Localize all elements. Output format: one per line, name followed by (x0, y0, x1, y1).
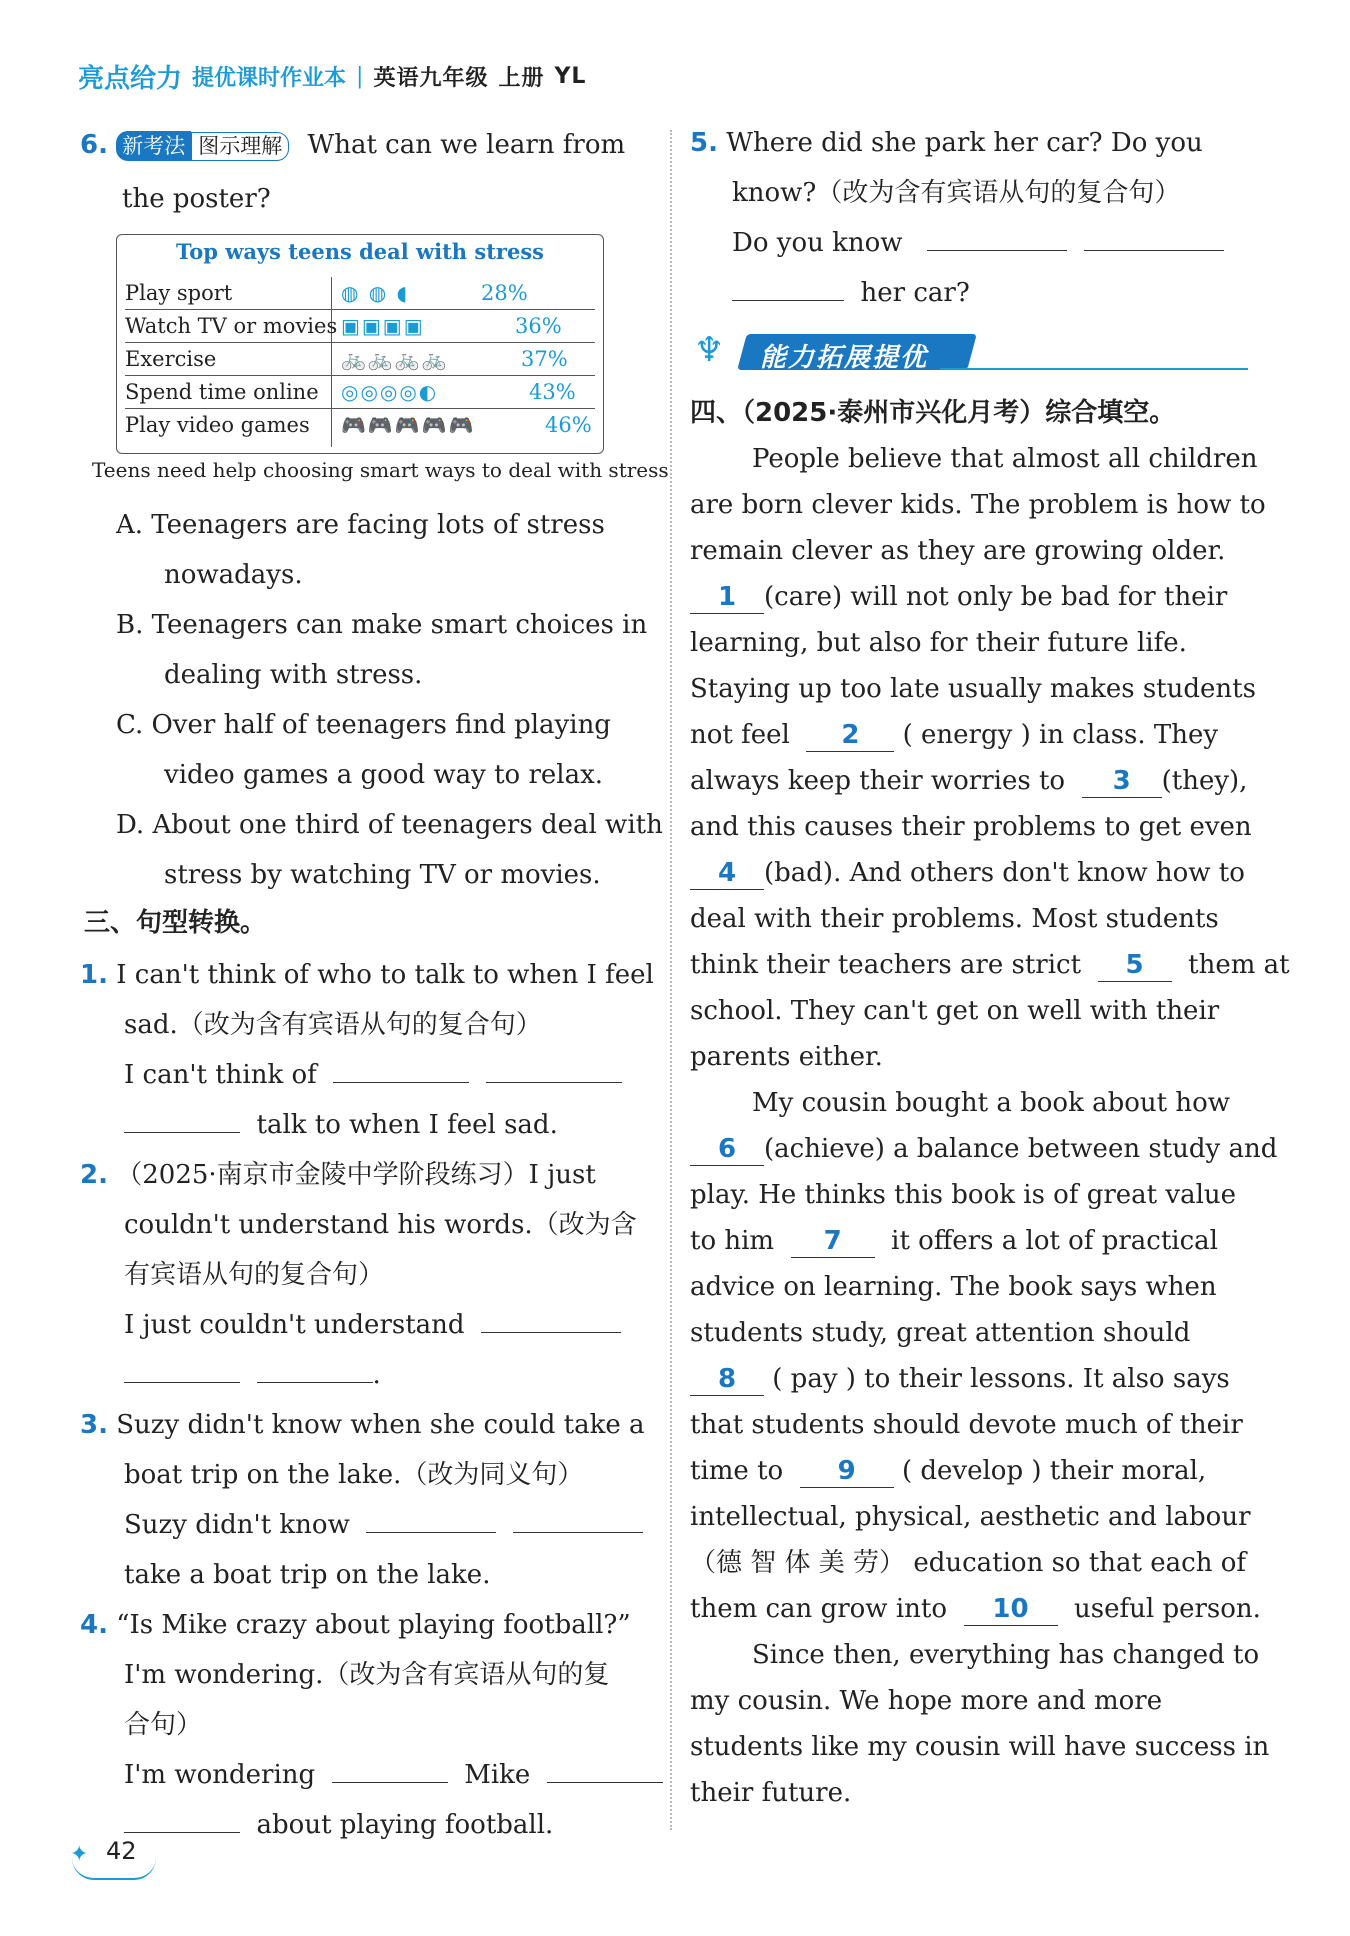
passage-blank[interactable]: 9 (800, 1455, 894, 1488)
poster-row-percent: 36% (515, 314, 562, 338)
poster-row-label: Play video games (125, 413, 310, 437)
option-b: B. Teenagers can make smart choices in (116, 610, 648, 640)
passage-line: learning, but also for their future life. (690, 628, 1187, 658)
passage-blank[interactable]: 5 (1098, 949, 1172, 982)
passage-line (690, 848, 1245, 898)
q5-number: 5. (690, 128, 718, 158)
passage-text: useful person. (1074, 1594, 1261, 1624)
q1-number: 1. (80, 960, 108, 990)
q2-line4 (124, 1300, 621, 1350)
passage-text: think their teachers are strict (690, 950, 1082, 980)
passage-text: it offers a lot of practical (891, 1226, 1218, 1256)
passage-line (690, 1354, 1230, 1404)
passage-text: ( pay ) to their lessons. It also says (772, 1364, 1230, 1394)
passage-line: my cousin. We hope more and more (690, 1686, 1163, 1716)
passage-line: their future. (690, 1778, 852, 1808)
passage-line (690, 1446, 1206, 1496)
passage-text: them can grow into (690, 1594, 947, 1624)
answer-blank[interactable] (547, 1752, 663, 1783)
q6-stem-cont: the poster? (122, 184, 271, 214)
q5-line1 (690, 118, 1203, 168)
passage-blank[interactable]: 6 (690, 1133, 764, 1166)
q1-tail: talk to when I feel sad. (256, 1110, 558, 1140)
answer-blank[interactable] (1084, 220, 1224, 251)
passage-blank[interactable]: 2 (806, 719, 894, 752)
passage-line: intellectual, physical, aesthetic and labour (690, 1502, 1251, 1532)
q4-line3: 合句） (124, 1710, 203, 1740)
answer-blank[interactable] (481, 1302, 621, 1333)
passage-line: remain clever as they are growing older. (690, 536, 1226, 566)
passage-line: parents either. (690, 1042, 883, 1072)
q2-period: . (372, 1360, 381, 1390)
passage-line: and this causes their problems to get even (690, 812, 1252, 842)
passage-text: (care) will not only be bad for their (764, 582, 1228, 612)
passage-line: Staying up too late usually makes students (690, 674, 1256, 704)
q5-tail: her car? (860, 278, 970, 308)
q1-line1 (80, 950, 654, 1000)
star-icon: ✦ (70, 1842, 89, 1867)
option-a-cont: nowadays. (164, 560, 303, 590)
q2-line1 (80, 1150, 596, 1200)
q4-tail: about playing football. (256, 1810, 554, 1840)
column-divider (670, 130, 672, 1830)
passage-text: ( develop ) their moral, (901, 1456, 1207, 1486)
q3-line2: boat trip on the lake.（改为同义句） (124, 1460, 584, 1490)
q2-text: （2025·南京市金陵中学阶段练习）I just (116, 1160, 596, 1190)
poster-row-label: Exercise (125, 347, 217, 371)
answer-blank[interactable] (366, 1502, 496, 1533)
passage-text: not feel (690, 720, 790, 750)
poster-row (125, 409, 595, 441)
q3-line1 (80, 1400, 645, 1450)
poster-row (125, 376, 595, 409)
q3-text: Suzy didn't know when she could take a (116, 1410, 645, 1440)
poster-caption: Teens need help choosing smart ways to deal with stress (92, 458, 669, 482)
q4-mike: Mike (464, 1760, 531, 1790)
q5-text: Where did she park her car? Do you (726, 128, 1203, 158)
q5-line3 (732, 218, 1224, 268)
poster-row-percent: 46% (545, 413, 592, 437)
passage-line: （德 智 体 美 劳） education so that each of (690, 1548, 1246, 1578)
passage-line (690, 940, 1290, 990)
passage-text: time to (690, 1456, 784, 1486)
banner-title: 能力拓展提优 (760, 343, 929, 373)
passage-blank[interactable]: 3 (1082, 765, 1162, 798)
passage-line: advice on learning. The book says when (690, 1272, 1217, 1302)
page-number: 42 (106, 1837, 137, 1865)
q4-text: “Is Mike crazy about playing football?” (116, 1610, 631, 1640)
q2-line5 (124, 1350, 381, 1400)
q2-number: 2. (80, 1160, 108, 1190)
passage-line (690, 1216, 1218, 1266)
internet-icon: ◎◎◎◎◐ (341, 380, 439, 404)
q2-line2: couldn't understand his words.（改为含 (124, 1210, 637, 1240)
option-b-cont: dealing with stress. (164, 660, 423, 690)
passage-line (690, 756, 1247, 806)
option-c: C. Over half of teenagers find playing (116, 710, 611, 740)
q5-prompt: Do you know (732, 228, 903, 258)
stress-poster (116, 234, 604, 454)
passage-line (690, 1584, 1261, 1634)
passage-text: always keep their worries to (690, 766, 1066, 796)
answer-blank[interactable] (513, 1502, 643, 1533)
poster-title: Top ways teens deal with stress (176, 239, 544, 264)
poster-row (125, 277, 595, 310)
section-4-title: 四、（2025·泰州市兴化月考）综合填空。 (690, 398, 1176, 428)
option-d: D. About one third of teenagers deal with (116, 810, 663, 840)
answer-blank[interactable] (257, 1352, 373, 1383)
answer-blank[interactable] (486, 1052, 622, 1083)
passage-blank[interactable]: 8 (690, 1363, 764, 1396)
passage-line: Since then, everything has changed to (752, 1640, 1260, 1670)
poster-row-percent: 37% (521, 347, 568, 371)
answer-blank[interactable] (124, 1352, 240, 1383)
passage-line (690, 1124, 1277, 1174)
q1-text: I can't think of who to talk to when I feel (116, 960, 654, 990)
subject-grade: 英语九年级 (373, 65, 489, 91)
q1-line3 (124, 1050, 622, 1100)
q4-line5 (124, 1800, 553, 1850)
passage-text: to him (690, 1226, 775, 1256)
passage-line: school. They can't get on well with their (690, 996, 1220, 1026)
passage-line: People believe that almost all children (752, 444, 1258, 474)
option-a: A. Teenagers are facing lots of stress (116, 510, 605, 540)
passage-blank[interactable]: 10 (964, 1593, 1058, 1626)
q1-prompt: I can't think of (124, 1060, 317, 1090)
q1-line2: sad.（改为含有宾语从句的复合句） (124, 1010, 542, 1040)
q5-line4 (732, 268, 970, 318)
q6-stem-text: What can we learn from (307, 130, 626, 160)
q2-line3: 有宾语从句的复合句） (124, 1260, 385, 1290)
trophy-icon: ♆ (694, 330, 725, 370)
passage-line (690, 572, 1227, 622)
gamepad-icon: 🎮🎮🎮🎮🎮 (341, 413, 476, 437)
diagram-tag: 图示理解 (191, 132, 289, 161)
q4-prompt: I'm wondering (124, 1760, 316, 1790)
q6-stem (80, 120, 625, 170)
volume: 上册 (498, 65, 545, 91)
bicycle-icon: 🚲🚲🚲🚲 (341, 347, 449, 371)
passage-blank[interactable]: 7 (791, 1225, 875, 1258)
passage-line: that students should devote much of their (690, 1410, 1243, 1440)
answer-blank[interactable] (927, 220, 1067, 251)
q4-line4 (124, 1750, 663, 1800)
passage-blank[interactable]: 4 (690, 857, 764, 890)
passage-blank[interactable]: 1 (690, 581, 764, 614)
passage-text: (achieve) a balance between study and (764, 1134, 1278, 1164)
q5-line2: know?（改为含有宾语从句的复合句） (732, 178, 1181, 208)
book-series: 提优课时作业本 (192, 65, 347, 91)
header-separator: | (356, 63, 364, 89)
new-test-tag: 新考法 (116, 131, 191, 161)
poster-row-label: Watch TV or movies (125, 314, 338, 338)
banner-underline (940, 368, 1248, 370)
page-header (78, 56, 586, 96)
brand-logo: 亮点给力 (78, 63, 183, 94)
film-icon: ▣▣▣▣ (341, 314, 425, 338)
basketball-icon: ◍ ◍ ◖ (341, 281, 410, 305)
section-3-title: 三、句型转换。 (84, 908, 267, 938)
q3-line3 (124, 1500, 643, 1550)
q3-line4: take a boat trip on the lake. (124, 1560, 491, 1590)
q4-number: 4. (80, 1610, 108, 1640)
poster-row-percent: 43% (529, 380, 576, 404)
passage-text: (they), (1161, 766, 1248, 796)
option-d-cont: stress by watching TV or movies. (164, 860, 601, 890)
answer-blank[interactable] (732, 270, 844, 301)
poster-row (125, 310, 595, 343)
poster-row-label: Spend time online (125, 380, 319, 404)
edition: YL (554, 63, 587, 89)
passage-line: students study, great attention should (690, 1318, 1191, 1348)
answer-blank[interactable] (124, 1102, 240, 1133)
ability-banner (690, 330, 1248, 374)
passage-line: are born clever kids. The problem is how to (690, 490, 1266, 520)
q4-line1 (80, 1600, 631, 1650)
q2-prompt: I just couldn't understand (124, 1310, 465, 1340)
passage-line (690, 710, 1218, 760)
passage-text: ( energy ) in class. They (902, 720, 1219, 750)
q4-line2: I'm wondering.（改为含有宾语从句的复 (124, 1660, 610, 1690)
poster-row-label: Play sport (125, 281, 233, 305)
answer-blank[interactable] (332, 1752, 448, 1783)
poster-row (125, 343, 595, 376)
option-c-cont: video games a good way to relax. (164, 760, 604, 790)
q1-line4 (124, 1100, 558, 1150)
poster-row-percent: 28% (481, 281, 528, 305)
q3-prompt: Suzy didn't know (124, 1510, 350, 1540)
passage-text: them at (1188, 950, 1290, 980)
answer-blank[interactable] (333, 1052, 469, 1083)
passage-text: (bad). And others don't know how to (764, 858, 1245, 888)
q3-number: 3. (80, 1410, 108, 1440)
passage-line: My cousin bought a book about how (752, 1088, 1230, 1118)
answer-blank[interactable] (124, 1802, 240, 1833)
passage-line: play. He thinks this book is of great value (690, 1180, 1237, 1210)
passage-line: deal with their problems. Most students (690, 904, 1219, 934)
passage-line: students like my cousin will have success in (690, 1732, 1270, 1762)
q6-number: 6. (80, 130, 108, 160)
